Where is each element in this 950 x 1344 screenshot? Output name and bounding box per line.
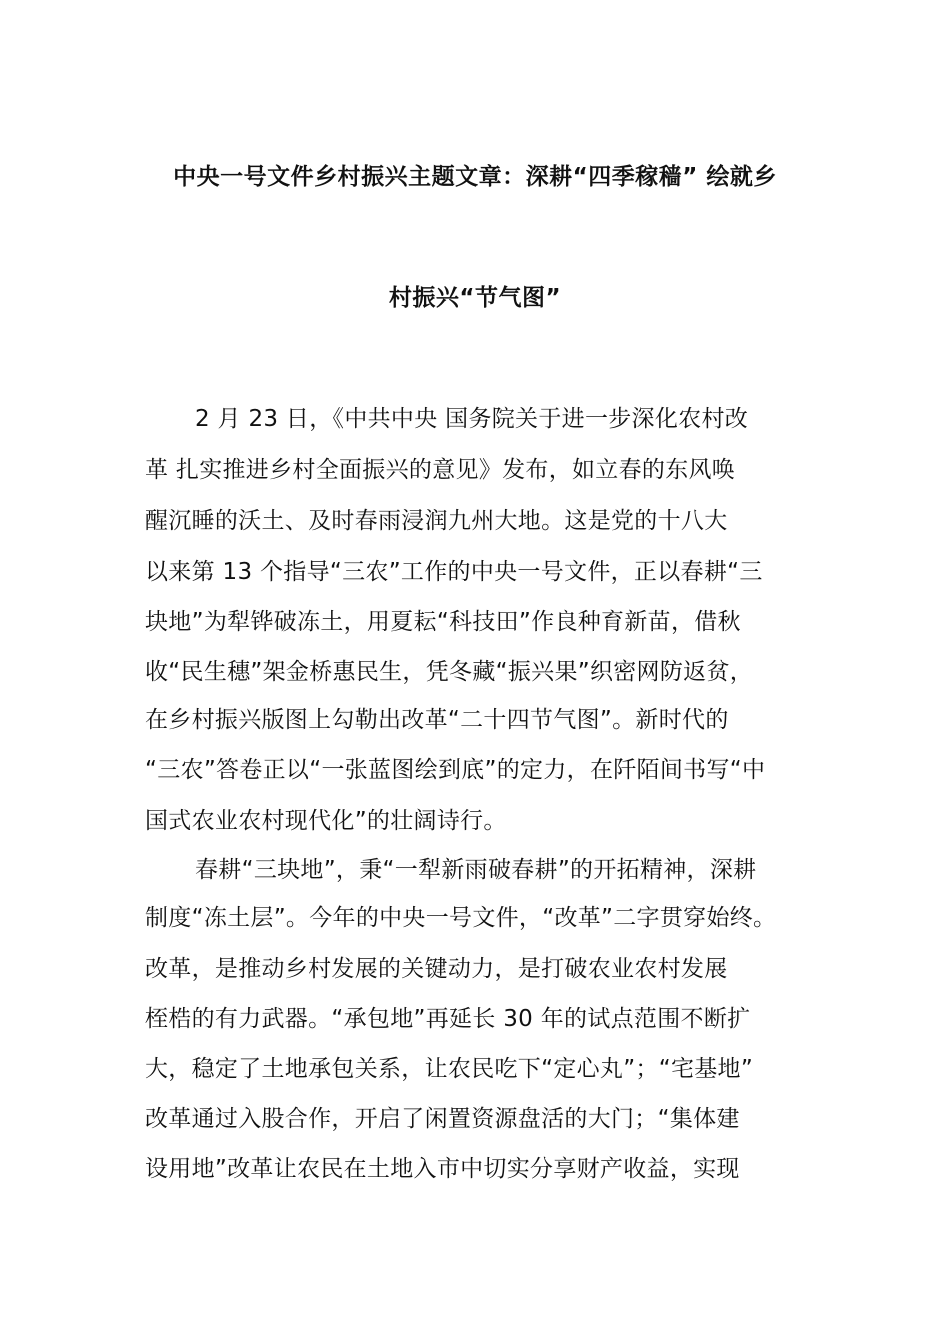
paragraph-line: 在乡村振兴版图上勾勒出改革“二十四节气图”。新时代的 — [145, 707, 729, 733]
paragraph-line: “三农”答卷正以“一张蓝图绘到底”的定力，在阡陌间书写“中 — [145, 757, 766, 783]
paragraph-line: 国式农业农村现代化”的壮阔诗行。 — [145, 808, 507, 834]
paragraph-line: 醒沉睡的沃土、及时春雨浸润九州大地。这是党的十八大 — [145, 508, 728, 534]
paragraph-line: 2 月 23 日，《中共中央 国务院关于进一步深化农村改 — [195, 406, 749, 432]
paragraph-line: 大，稳定了土地承包关系，让农民吃下“定心丸”；“宅基地” — [145, 1056, 754, 1082]
paragraph-line: 收“民生穗”架金桥惠民生，凭冬藏“振兴果”织密网防返贫， — [145, 659, 754, 685]
paragraph-line: 制度“冻土层”。今年的中央一号文件，“改革”二字贯穿始终。 — [145, 905, 777, 931]
paragraph-line: 改革，是推动乡村发展的关键动力，是打破农业农村发展 — [145, 956, 728, 982]
paragraph-line: 以来第 13 个指导“三农”工作的中央一号文件，正以春耕“三 — [145, 559, 763, 585]
paragraph-line: 设用地”改革让农民在土地入市中切实分享财产收益，实现 — [145, 1156, 740, 1182]
paragraph-line: 革 扎实推进乡村全面振兴的意见》发布，如立春的东风唤 — [145, 457, 736, 483]
document-title-line-2: 村振兴“节气图” — [388, 285, 562, 311]
document-title-line-1: 中央一号文件乡村振兴主题文章：深耕“四季稼穑” 绘就乡 — [173, 164, 777, 190]
paragraph-line: 桎梏的有力武器。“承包地”再延长 30 年的试点范围不断扩 — [145, 1006, 751, 1032]
paragraph-line: 改革通过入股合作，开启了闲置资源盘活的大门；“集体建 — [145, 1106, 740, 1132]
paragraph-line: 春耕“三块地”，秉“一犁新雨破春耕”的开拓精神，深耕 — [195, 857, 757, 883]
paragraph-line: 块地”为犁铧破冻土，用夏耘“科技田”作良种育新苗，借秋 — [145, 609, 741, 635]
